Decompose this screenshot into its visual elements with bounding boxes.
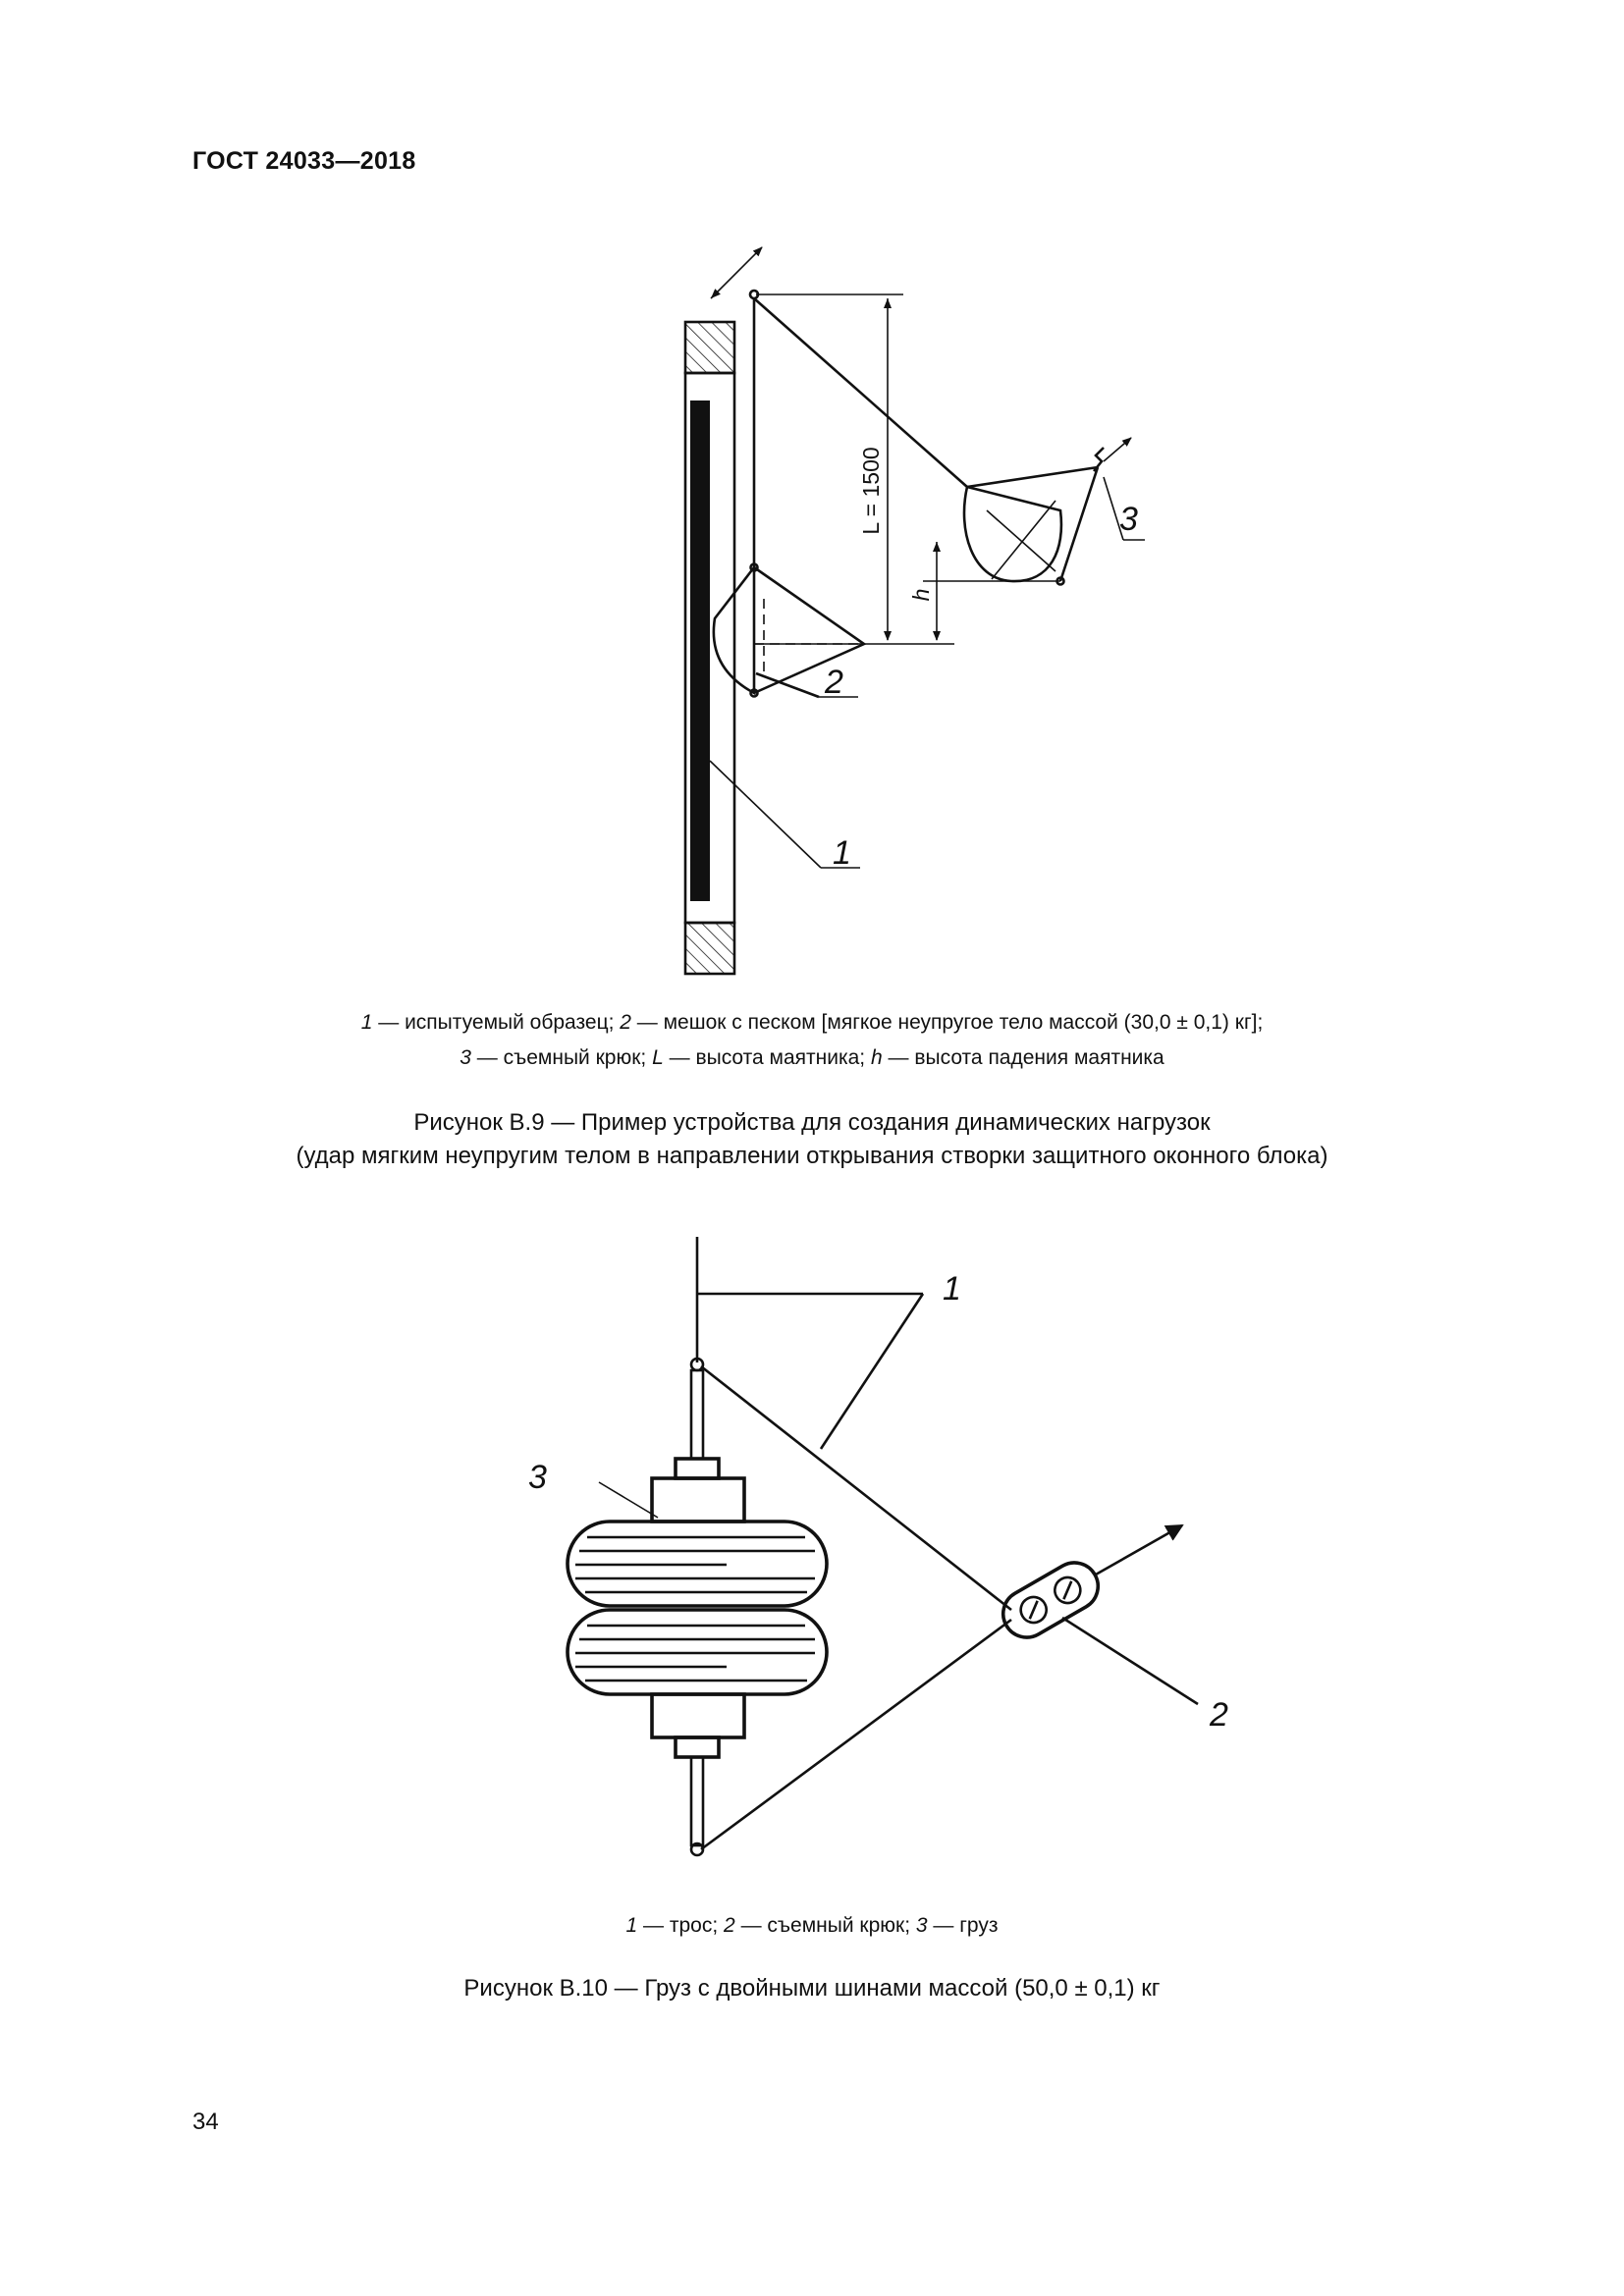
- fig9-label-2: 2: [825, 664, 843, 701]
- fig9-legend-line1: 1 — испытуемый образец; 2 — мешок с песком [мягкое неупругое тело массой (30,0 ± 0,1) кг];: [360, 1011, 1264, 1034]
- fig9-label-3: 3: [1119, 501, 1138, 538]
- cable: [697, 1237, 1011, 1849]
- dimension-h: [908, 542, 1060, 640]
- pendulum: [711, 247, 967, 567]
- fig10-label-2: 2: [1210, 1696, 1228, 1734]
- sand-bag-raised: [964, 438, 1145, 585]
- fig9-label-1: 1: [833, 834, 851, 872]
- figure-b10-drawing: [0, 1217, 1624, 1904]
- document-header: ГОСТ 24033—2018: [192, 147, 416, 175]
- specimen-frame: [685, 322, 734, 974]
- page-number: 34: [192, 2109, 219, 2135]
- fig10-label-1: 1: [943, 1270, 961, 1308]
- fig9-caption-line2: (удар мягким неупругим телом в направлении открывания створки защитного оконного блока): [296, 1143, 1328, 1169]
- dimension-L-label: L = 1500: [858, 447, 884, 535]
- fig10-label-3: 3: [528, 1459, 547, 1496]
- dimension-h-label: h: [908, 588, 934, 602]
- figure-b9-drawing: [0, 0, 1624, 982]
- fig9-legend-line2: 3 — съемный крюк; L — высота маятника; h — высота падения маятника: [460, 1046, 1164, 1069]
- removable-hook: [995, 1525, 1198, 1704]
- fig10-legend: 1 — трос; 2 — съемный крюк; 3 — груз: [625, 1914, 999, 1937]
- fig9-caption-line1: Рисунок В.9 — Пример устройства для создания динамических нагрузок: [413, 1109, 1211, 1136]
- fig10-caption: Рисунок В.10 — Груз с двойными шинами массой (50,0 ± 0,1) кг: [463, 1975, 1161, 2002]
